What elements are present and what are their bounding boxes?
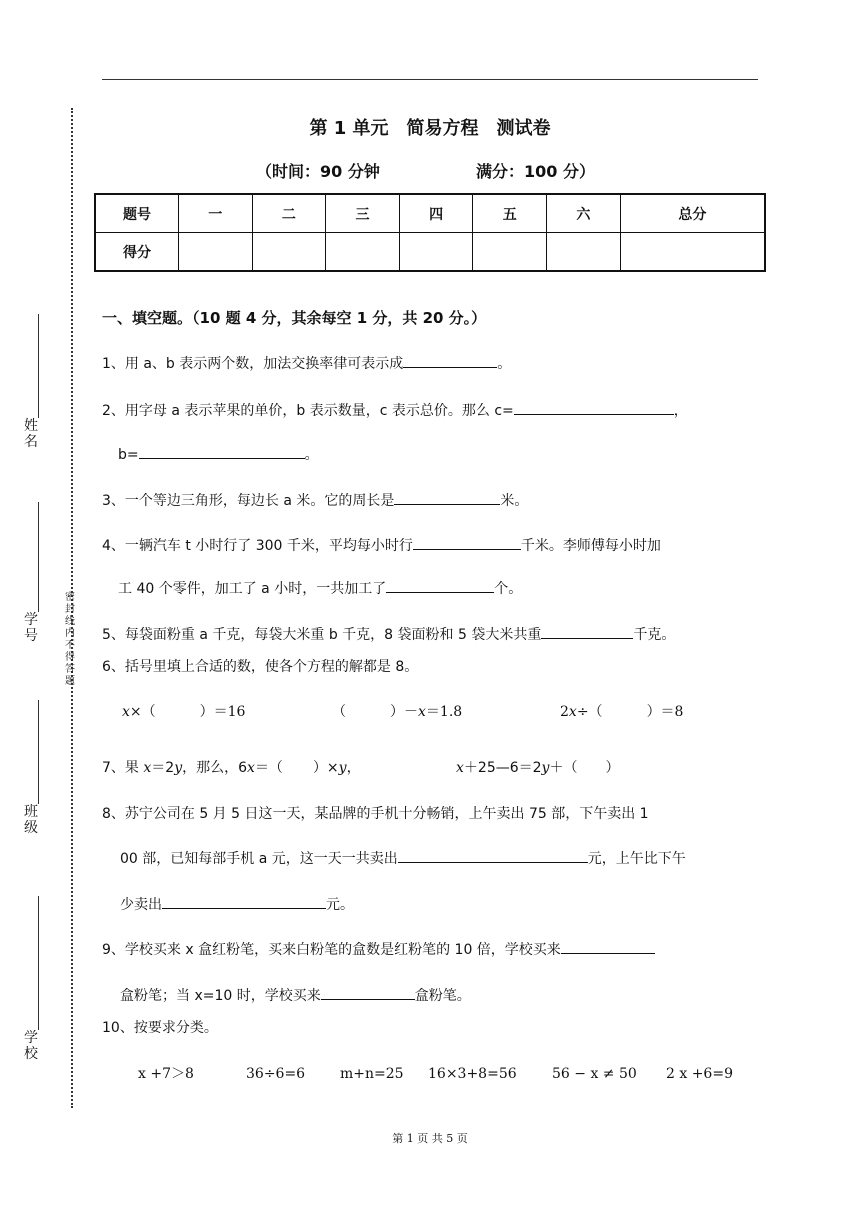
question-7: 7、果 x＝2y，那么，6x＝（ ）×y， <box>102 760 361 776</box>
question-9-line-2: 盒粉笔；当 x=10 时，学校买来 盒粉笔。 <box>120 985 471 1006</box>
class-label: 班级 <box>24 804 38 836</box>
school-blank <box>38 896 39 1030</box>
score-cell[interactable] <box>326 233 400 272</box>
classify-item: m+n=25 <box>340 1066 404 1082</box>
header-cell: 总分 <box>620 194 765 233</box>
question-2: 2、用字母 a 表示苹果的单价，b 表示数量，c 表示总价。那么 c= ， <box>102 400 688 421</box>
header-cell: 六 <box>547 194 621 233</box>
equation-1: x×（ ）＝16 <box>122 704 246 720</box>
question-7-equation-2: x＋25—6＝2y＋（ ） <box>456 760 620 776</box>
classify-item: 36÷6=6 <box>246 1066 306 1082</box>
question-5: 5、每袋面粉重 a 千克，每袋大米重 b 千克，8 袋面粉和 5 袋大米共重 千克。 <box>102 624 675 645</box>
header-cell: 五 <box>473 194 547 233</box>
equation-2: （ ）－x＝1.8 <box>332 704 463 720</box>
question-4-line-2: 工 40 个零件，加工了 a 小时，一共加工了 个。 <box>118 578 522 599</box>
question-6: 6、括号里填上合适的数，使各个方程的解都是 8。 <box>102 659 419 675</box>
score-cell[interactable] <box>547 233 621 272</box>
question-8-line-3: 少卖出 元。 <box>120 894 354 915</box>
header-cell: 题号 <box>95 194 179 233</box>
answer-blank[interactable] <box>398 848 588 863</box>
exam-full-score: 满分：100 分） <box>476 162 595 181</box>
question-1: 1、用 a、b 表示两个数，加法交换率律可表示成 。 <box>102 353 511 374</box>
name-label: 姓名 <box>24 418 38 450</box>
classify-item: x +7＞8 <box>138 1066 194 1082</box>
answer-blank[interactable] <box>386 578 494 593</box>
header-cell: 三 <box>326 194 400 233</box>
top-rule <box>102 79 758 80</box>
answer-blank[interactable] <box>413 535 521 550</box>
student-id-blank <box>38 502 39 612</box>
header-cell: 四 <box>399 194 473 233</box>
score-cell[interactable] <box>620 233 765 272</box>
exam-time: （时间：90 分钟 <box>256 162 380 181</box>
question-8-line-2: 00 部，已知每部手机 a 元，这一天一共卖出 元，上午比下午 <box>120 848 686 869</box>
classify-item: 2 x +6=9 <box>666 1066 733 1082</box>
question-10: 10、按要求分类。 <box>102 1020 218 1036</box>
answer-blank[interactable] <box>394 490 500 505</box>
answer-blank[interactable] <box>139 444 305 459</box>
question-8: 8、苏宁公司在 5 月 5 日这一天，某品牌的手机十分畅销，上午卖出 75 部，下午卖出 1 <box>102 806 649 822</box>
score-table-header-row <box>95 194 765 233</box>
score-table <box>94 193 766 272</box>
equation-3: 2x÷（ ）＝8 <box>560 704 684 720</box>
classify-item: 16×3+8=56 <box>428 1066 517 1082</box>
question-2-line-2: b= 。 <box>118 444 319 465</box>
score-row-label: 得分 <box>95 233 179 272</box>
student-id-label: 学号 <box>24 612 38 644</box>
answer-blank[interactable] <box>321 985 415 1000</box>
answer-blank[interactable] <box>162 894 326 909</box>
score-cell[interactable] <box>252 233 326 272</box>
score-cell[interactable] <box>179 233 253 272</box>
page-footer: 第 1 页 共 5 页 <box>392 1132 468 1145</box>
class-blank <box>38 700 39 804</box>
seal-text: 密封线内不得答题 <box>65 592 75 687</box>
school-label: 学校 <box>24 1030 38 1062</box>
classify-item: 56 − x ≠ 50 <box>552 1066 637 1082</box>
score-cell[interactable] <box>399 233 473 272</box>
section-heading: 一、填空题。（10 题 4 分，其余每空 1 分，共 20 分。） <box>102 309 487 327</box>
name-blank <box>38 314 39 418</box>
question-4: 4、一辆汽车 t 小时行了 300 千米，平均每小时行 千米。李师傅每小时加 <box>102 535 661 556</box>
question-9: 9、学校买来 x 盒红粉笔，买来白粉笔的盒数是红粉笔的 10 倍，学校买来 <box>102 939 655 960</box>
header-cell: 二 <box>252 194 326 233</box>
header-cell: 一 <box>179 194 253 233</box>
score-table-score-row <box>95 233 765 272</box>
answer-blank[interactable] <box>403 353 497 368</box>
score-cell[interactable] <box>473 233 547 272</box>
answer-blank[interactable] <box>514 400 674 415</box>
answer-blank[interactable] <box>561 939 655 954</box>
page-title: 第 1 单元 简易方程 测试卷 <box>309 118 551 139</box>
question-3: 3、一个等边三角形，每边长 a 米。它的周长是 米。 <box>102 490 528 511</box>
answer-blank[interactable] <box>541 624 633 639</box>
